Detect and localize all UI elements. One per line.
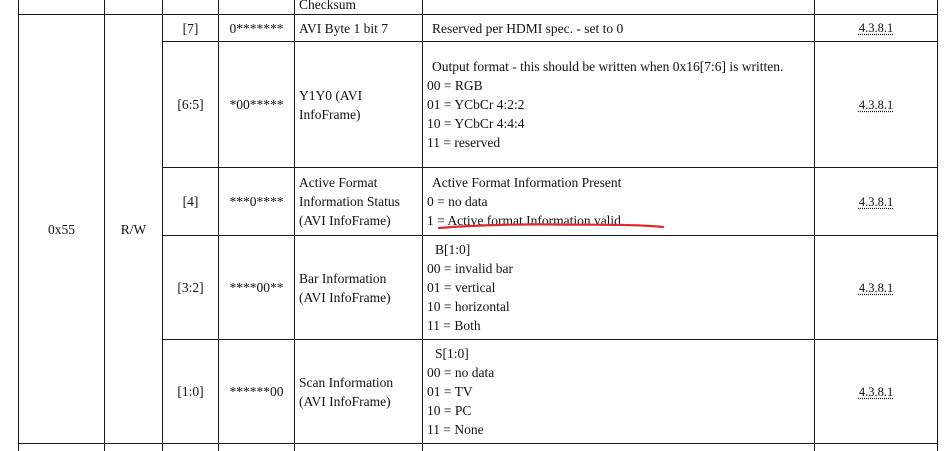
bits-cell: [7] [163, 15, 219, 42]
description-line: B[1:0] [435, 242, 471, 257]
bits-cell: [6:5] [163, 42, 219, 168]
function-line: (AVI InfoFrame) [299, 393, 391, 409]
description-line: 11 = None [427, 422, 484, 437]
table-row [19, 15, 938, 42]
description-line: 00 = invalid bar [427, 261, 513, 276]
description-line: Reserved per HDMI spec. - set to 0 [432, 20, 624, 36]
description-cell [423, 236, 815, 340]
function-line: (AVI InfoFrame) [299, 289, 391, 305]
description-line: S[1:0] [435, 346, 469, 361]
reference-cell [815, 340, 938, 444]
reference-cell [815, 168, 938, 236]
function-line: InfoFrame) [299, 106, 361, 122]
register-table [18, 0, 938, 451]
function-cell [295, 42, 423, 168]
description-line: 10 = YCbCr 4:4:4 [427, 116, 525, 131]
default-cell: ****00** [219, 236, 295, 340]
function-line: Bar Information [299, 270, 387, 286]
bits-cell: [3:2] [163, 236, 219, 340]
function-line: AVI Byte 1 bit 7 [299, 20, 389, 36]
reference-link[interactable]: 4.3.8.1 [858, 194, 894, 209]
reference-link[interactable]: 4.3.8.1 [858, 280, 894, 295]
description-line: 01 = YCbCr 4:2:2 [427, 97, 525, 112]
description-line: 1 = Active format Information valid [427, 213, 621, 228]
description-line: 00 = no data [427, 365, 495, 380]
description-line: Output format - this should be written when 0x16[7:6] is written. [432, 59, 784, 74]
function-line: Y1Y0 (AVI [299, 87, 363, 103]
description-line: Active Format Information Present [432, 175, 622, 190]
function-cell [295, 236, 423, 340]
function-line: (AVI InfoFrame) [299, 213, 391, 228]
description-line: 10 = PC [427, 403, 472, 418]
default-cell: 0******* [219, 15, 295, 42]
function-cell [295, 340, 423, 444]
table-row-previous [19, 0, 938, 15]
default-cell: *00***** [219, 42, 295, 168]
bits-cell: [1:0] [163, 340, 219, 444]
default-cell: ***0**** [219, 168, 295, 236]
description-cell [423, 15, 815, 42]
description-cell [423, 42, 815, 168]
function-line: Information Status [299, 194, 400, 209]
table-row-next [19, 444, 938, 451]
bits-cell: [4] [163, 168, 219, 236]
reference-link[interactable]: 4.3.8.1 [858, 97, 894, 112]
function-line: Active Format [299, 175, 378, 190]
description-line: 01 = vertical [427, 280, 496, 295]
reference-cell [815, 15, 938, 42]
function-text: Checksum [299, 0, 356, 12]
function-cell [295, 168, 423, 236]
description-line: 11 = reserved [427, 135, 501, 150]
description-cell [423, 168, 815, 236]
description-line: 01 = TV [427, 384, 473, 399]
reference-cell [815, 42, 938, 168]
description-line: 00 = RGB [427, 78, 483, 93]
reference-cell [815, 236, 938, 340]
reference-link[interactable]: 4.3.8.1 [858, 384, 894, 399]
default-cell: ******00 [219, 340, 295, 444]
function-cell [295, 15, 423, 42]
description-line: 11 = Both [427, 318, 481, 333]
reference-link[interactable]: 4.3.8.1 [858, 21, 894, 35]
function-line: Scan Information [299, 374, 394, 390]
register-address: 0x55 [19, 15, 105, 444]
register-access: R/W [105, 15, 163, 444]
description-line: 0 = no data [427, 194, 488, 209]
description-line: 10 = horizontal [427, 299, 510, 314]
function-cell [295, 0, 423, 15]
description-cell [423, 340, 815, 444]
